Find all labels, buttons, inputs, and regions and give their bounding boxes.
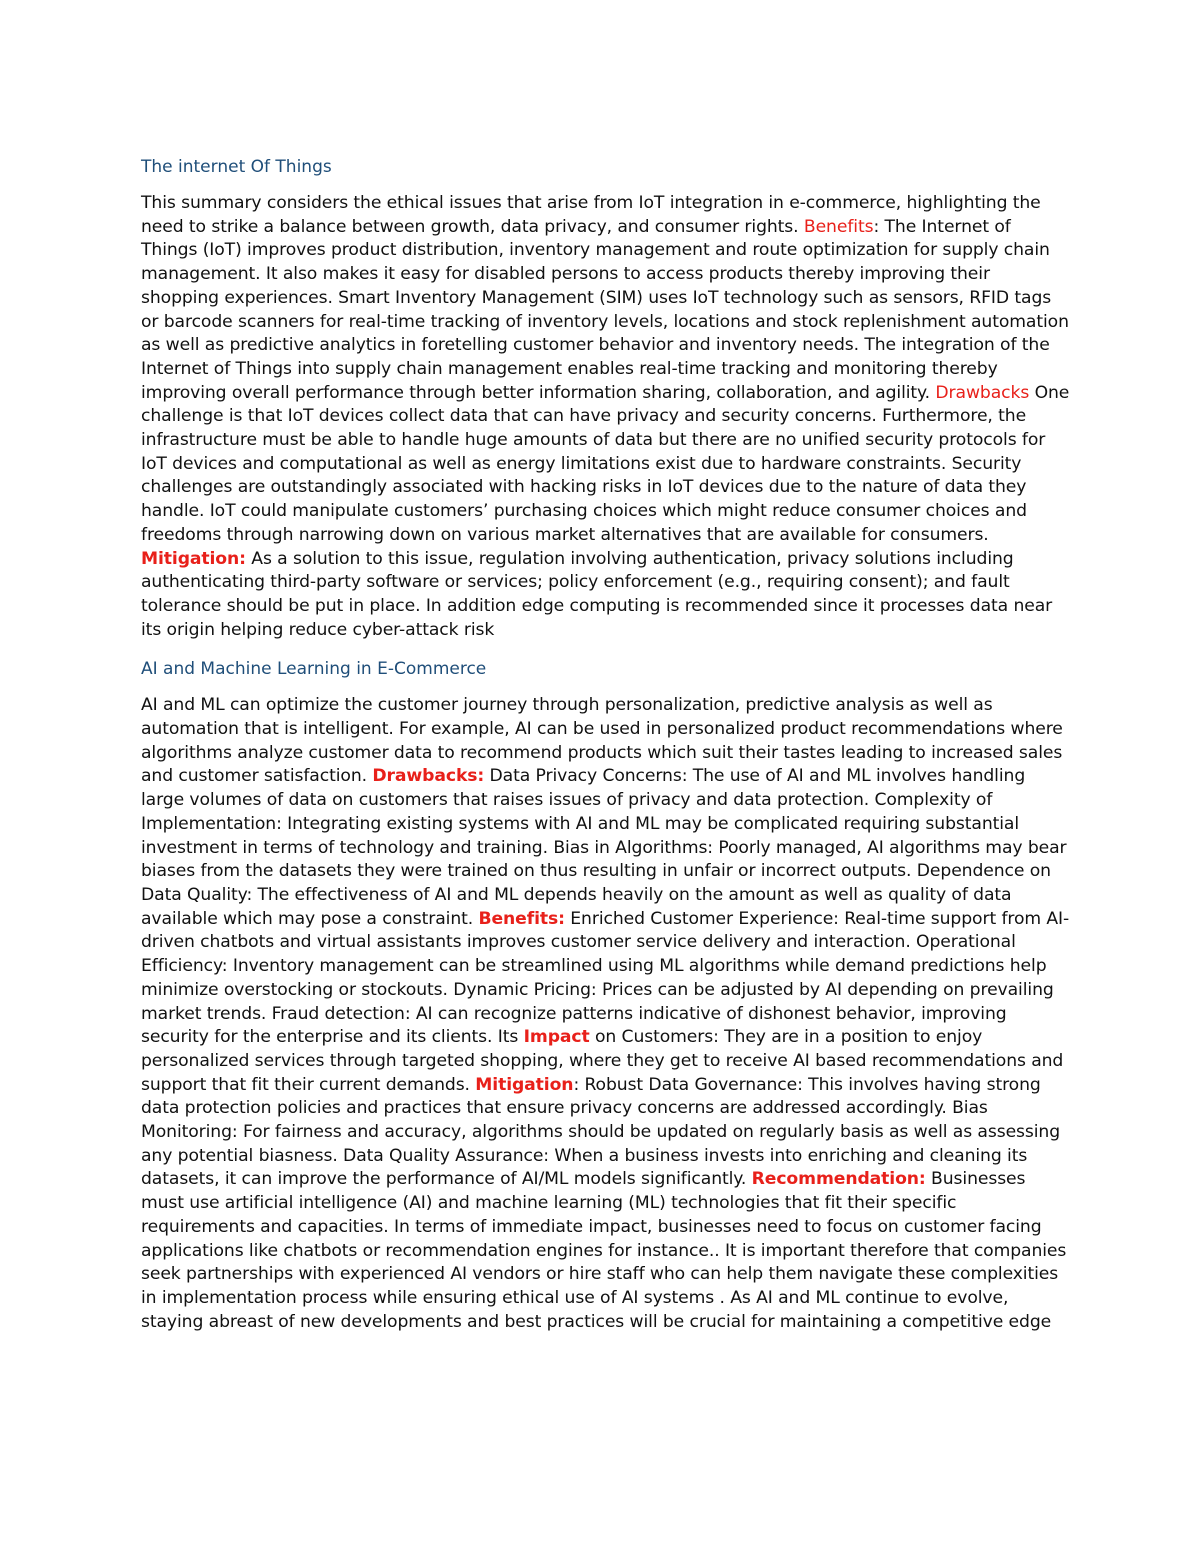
iot-drawbacks-text: One challenge is that IoT devices collect data that can have privacy and security concerns. Furthermore, the infrastructure must be able to handle huge amounts of data but there are no unified security protocols for IoT devices and computational as well as energy limitations exist due to hardware constraints. Security challenges are outstandingly associated with hacking risks in IoT devices due to the nature of data they handle. IoT could manipulate customers’ purchasing choices which might reduce consumer choices and freedoms through narrowing down on various market alternatives that are available for consumers. bbox=[141, 382, 1070, 545]
ai-recommendation-label: Recommendation: bbox=[751, 1169, 926, 1190]
iot-mitigation-text: As a solution to this issue, regulation involving authentication, privacy solutions including authenticating third-party software or services; policy enforcement (e.g., requiring consent); and fault tolerance should be put in place. In addition edge computing is recommended since it processes data near its origin helping reduce cyber-attack risk bbox=[141, 548, 1053, 640]
iot-paragraph bbox=[141, 192, 1071, 642]
iot-drawbacks-label: Drawbacks bbox=[935, 382, 1030, 403]
iot-intro-text: This summary considers the ethical issues that arise from IoT integration in e-commerce, highlighting the need to strike a balance between growth, data privacy, and consumer rights. bbox=[141, 193, 1041, 237]
iot-benefits-text: : The Internet of Things (IoT) improves product distribution, inventory management and route optimization for supply chain management. It also makes it easy for disabled persons to access products thereby improving their shopping experiences. Smart Inventory Management (SIM) uses IoT technology such as sensors, RFID tags or barcode scanners for real-time tracking of inventory levels, locations and stock replenishment automation as well as predictive analytics in foretelling customer behavior and inventory needs. The integration of the Internet of Things into supply chain management enables real-time tracking and monitoring thereby improving overall performance through better information sharing, collaboration, and agility. bbox=[141, 216, 1069, 403]
ai-benefits-label: Benefits: bbox=[478, 908, 565, 929]
iot-heading: The internet Of Things bbox=[141, 157, 332, 177]
ai-benefits-text: Enriched Customer Experience: Real-time support from AI-driven chatbots and virtual assistants improves customer service delivery and interaction. Operational Efficiency: Inventory management can be streamlined using ML algorithms while demand predictions help minimize overstocking or stockouts. Dynamic Pricing: Prices can be adjusted by AI depending on prevailing market trends. Fraud detection: AI can recognize patterns indicative of dishonest behavior, improving security for the enterprise and its clients. Its bbox=[141, 908, 1070, 1048]
document-page bbox=[141, 154, 1071, 1348]
ai-recommendation-text: Businesses must use artificial intelligence (AI) and machine learning (ML) technologies that fit their specific requirements and capacities. In terms of immediate impact, businesses need to focus on customer facing applications like chatbots or recommendation engines for instance.. It is important therefore that companies seek partnerships with experienced AI vendors or hire staff who can help them navigate these complexities in implementation process while ensuring ethical use of AI systems . As AI and ML continue to evolve, staying abreast of new developments and best practices will be crucial for maintaining a competitive edge bbox=[141, 1169, 1067, 1332]
ai-intro-text: AI and ML can optimize the customer journey through personalization, predictive analysis as well as automation that is intelligent. For example, AI can be used in personalized product recommendations where algorithms analyze customer data to recommend products which suit their tastes leading to increased sales and customer satisfaction. bbox=[141, 695, 1063, 787]
ai-impact-label: Impact bbox=[523, 1027, 590, 1048]
ai-drawbacks-label: Drawbacks: bbox=[372, 766, 485, 787]
iot-mitigation-label: Mitigation: bbox=[141, 548, 246, 569]
ai-mitigation-text: : Robust Data Governance: This involves having strong data protection policies and practices that ensure privacy concerns are addressed accordingly. Bias Monitoring: For fairness and accuracy, algorithms should be updated on regularly basis as well as assessing any potential biasness. Data Quality Assurance: When a business invests into enriching and cleaning its datasets, it can improve the performance of AI/ML models significantly. bbox=[141, 1074, 1061, 1190]
ai-drawbacks-text: Data Privacy Concerns: The use of AI and ML involves handling large volumes of data on customers that raises issues of privacy and data protection. Complexity of Implementation: Integrating existing systems with AI and ML may be complicated requiring substantial investment in terms of technology and training. Bias in Algorithms: Poorly managed, AI algorithms may bear biases from the datasets they were trained on thus resulting in unfair or incorrect outputs. Dependence on Data Quality: The effectiveness of AI and ML depends heavily on the amount as well as quality of data available which may pose a constraint. bbox=[141, 766, 1067, 929]
ai-ml-heading: AI and Machine Learning in E-Commerce bbox=[141, 659, 487, 680]
ai-ml-paragraph bbox=[141, 694, 1071, 1334]
ai-impact-text: on Customers: They are in a position to enjoy personalized services through targeted shopping, where they get to receive AI based recommendations and support that fit their current demands. bbox=[141, 1027, 1064, 1095]
iot-benefits-label: Benefits bbox=[803, 216, 874, 237]
ai-mitigation-label: Mitigation bbox=[475, 1074, 574, 1095]
